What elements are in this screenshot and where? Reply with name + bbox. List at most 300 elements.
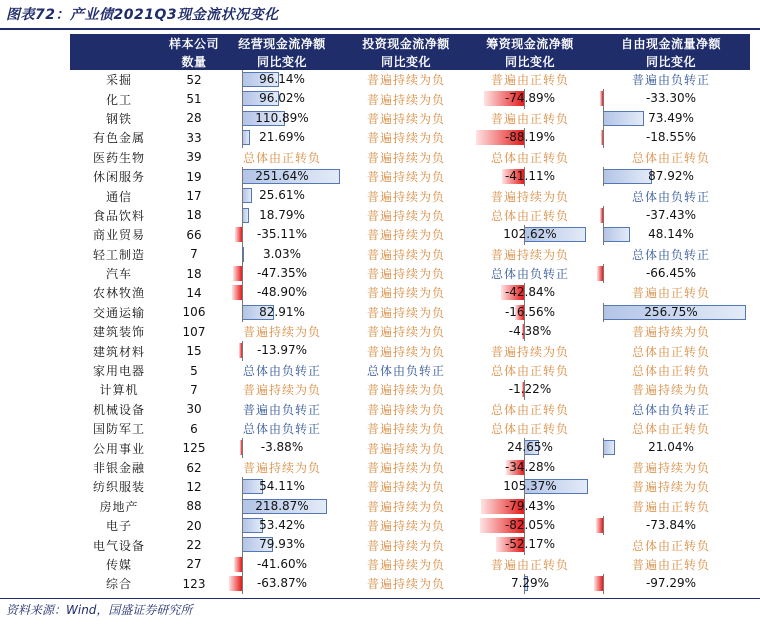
fcf-change-cell bbox=[592, 361, 750, 380]
value-label: 54.11% bbox=[259, 479, 305, 494]
table-row bbox=[70, 361, 750, 380]
fcf-change-cell bbox=[592, 109, 750, 128]
fin-change-cell bbox=[468, 128, 592, 147]
value-label: -42.84% bbox=[504, 285, 556, 300]
status-label: 普遍持续为负 bbox=[366, 441, 445, 456]
op-change-cell bbox=[220, 361, 344, 380]
status-label: 普遍持续为负 bbox=[490, 344, 569, 359]
fin-change-cell bbox=[468, 109, 592, 128]
status-label: 总体由正转负 bbox=[631, 344, 710, 359]
status-label: 总体由正转负 bbox=[631, 422, 710, 437]
industry-cell: 房地产 bbox=[99, 499, 139, 514]
status-label: 普遍持续为负 bbox=[366, 499, 445, 514]
op-change-cell bbox=[220, 574, 344, 593]
status-label: 普遍持续为负 bbox=[366, 325, 445, 340]
value-label: 102.62% bbox=[503, 227, 557, 242]
value-label: -97.29% bbox=[645, 576, 697, 591]
value-label: 24.65% bbox=[507, 440, 553, 455]
fcf-change-cell bbox=[592, 148, 750, 167]
value-label: 79.93% bbox=[259, 537, 305, 552]
value-label: -48.90% bbox=[256, 285, 308, 300]
op-change-cell bbox=[220, 497, 344, 516]
inv-change-cell bbox=[344, 283, 468, 302]
status-label: 普遍持续为负 bbox=[366, 208, 445, 223]
value-label: -41.60% bbox=[256, 556, 308, 571]
table-row bbox=[70, 167, 750, 186]
fin-change-cell bbox=[468, 167, 592, 186]
industry-cell: 交通运输 bbox=[92, 305, 145, 320]
fin-change-cell bbox=[468, 555, 592, 574]
industry-cell: 医药生物 bbox=[92, 150, 145, 165]
inv-change-cell bbox=[344, 516, 468, 535]
op-change-cell bbox=[220, 109, 344, 128]
status-label: 普遍由正转负 bbox=[490, 557, 569, 572]
value-label: 21.69% bbox=[259, 130, 305, 145]
sample-count-cell: 52 bbox=[186, 72, 202, 87]
table-row bbox=[70, 438, 750, 457]
value-label: -79.43% bbox=[504, 498, 556, 513]
status-label: 总体由正转负 bbox=[490, 208, 569, 223]
industry-cell: 有色金属 bbox=[92, 131, 145, 146]
inv-change-cell bbox=[344, 167, 468, 186]
status-label: 普遍持续为负 bbox=[366, 383, 445, 398]
table-row bbox=[70, 283, 750, 302]
inv-change-cell bbox=[344, 109, 468, 128]
value-label: 218.87% bbox=[255, 498, 309, 513]
inv-change-cell bbox=[344, 341, 468, 360]
fcf-change-cell bbox=[592, 128, 750, 147]
fcf-change-cell bbox=[592, 535, 750, 554]
industry-cell: 国防军工 bbox=[92, 422, 145, 437]
inv-change-cell bbox=[344, 497, 468, 516]
fin-change-cell bbox=[468, 245, 592, 264]
fin-change-cell bbox=[468, 497, 592, 516]
fin-change-cell bbox=[468, 477, 592, 496]
industry-cell: 非银金融 bbox=[92, 461, 145, 475]
status-label: 普遍持续为负 bbox=[366, 247, 445, 262]
fcf-change-cell bbox=[592, 380, 750, 399]
table-row bbox=[70, 419, 750, 438]
sample-count-cell: 30 bbox=[186, 402, 202, 417]
fcf-change-cell bbox=[592, 400, 750, 419]
inv-change-cell bbox=[344, 361, 468, 380]
status-label: 总体由正转负 bbox=[631, 150, 710, 165]
status-label: 普遍持续为负 bbox=[366, 557, 445, 572]
header-financing-sub: 同比变化 bbox=[468, 52, 592, 70]
industry-cell: 商业贸易 bbox=[92, 228, 145, 243]
title-rule bbox=[0, 28, 760, 30]
value-label: 18.79% bbox=[259, 207, 305, 222]
sample-count-cell: 88 bbox=[186, 499, 202, 514]
inv-change-cell bbox=[344, 128, 468, 147]
fin-change-cell bbox=[468, 400, 592, 419]
op-change-cell bbox=[220, 128, 344, 147]
inv-change-cell bbox=[344, 535, 468, 554]
status-label: 总体由负转正 bbox=[631, 402, 710, 417]
fcf-change-cell bbox=[592, 264, 750, 283]
status-label: 普遍由正转负 bbox=[490, 111, 569, 126]
table-row bbox=[70, 264, 750, 283]
fcf-change-cell bbox=[592, 497, 750, 516]
status-label: 普遍持续为负 bbox=[242, 325, 321, 340]
status-label: 普遍持续为负 bbox=[242, 383, 321, 398]
value-label: 21.04% bbox=[648, 440, 694, 455]
table-row bbox=[70, 206, 750, 225]
industry-cell: 化工 bbox=[105, 92, 132, 107]
op-change-cell bbox=[220, 438, 344, 457]
sample-count-cell: 17 bbox=[186, 189, 202, 204]
status-label: 普遍持续为负 bbox=[366, 577, 445, 592]
sample-count-cell: 20 bbox=[186, 518, 202, 533]
op-change-cell bbox=[220, 458, 344, 477]
industry-cell: 采掘 bbox=[105, 73, 132, 88]
fcf-change-cell bbox=[592, 555, 750, 574]
industry-cell: 建筑材料 bbox=[92, 344, 145, 359]
status-label: 总体由负转正 bbox=[242, 364, 321, 379]
sample-count-cell: 125 bbox=[182, 441, 206, 456]
status-label: 总体由正转负 bbox=[490, 364, 569, 379]
value-label: -3.88% bbox=[260, 440, 304, 455]
header-count: 样本公司 bbox=[168, 34, 220, 52]
inv-change-cell bbox=[344, 70, 468, 89]
fin-change-cell bbox=[468, 516, 592, 535]
status-label: 普遍持续为负 bbox=[366, 538, 445, 553]
fin-change-cell bbox=[468, 264, 592, 283]
industry-cell: 纺织服装 bbox=[92, 480, 145, 495]
industry-cell: 汽车 bbox=[105, 267, 132, 282]
status-label: 普遍由负转正 bbox=[242, 402, 321, 417]
sample-count-cell: 39 bbox=[186, 150, 202, 165]
industry-cell: 通信 bbox=[105, 189, 132, 204]
status-label: 普遍持续为负 bbox=[366, 267, 445, 282]
fin-change-cell bbox=[468, 419, 592, 438]
industry-cell: 计算机 bbox=[99, 383, 139, 398]
inv-change-cell bbox=[344, 206, 468, 225]
table-row bbox=[70, 245, 750, 264]
status-label: 普遍持续为负 bbox=[366, 480, 445, 495]
sample-count-cell: 5 bbox=[190, 363, 198, 378]
sample-count-cell: 19 bbox=[186, 169, 202, 184]
fcf-change-cell bbox=[592, 477, 750, 496]
table-row bbox=[70, 128, 750, 147]
status-label: 普遍持续为负 bbox=[366, 461, 445, 475]
table-row bbox=[70, 477, 750, 496]
value-label: 7.29% bbox=[510, 576, 550, 591]
op-change-cell bbox=[220, 206, 344, 225]
table-row bbox=[70, 380, 750, 399]
op-change-cell bbox=[220, 303, 344, 322]
fin-change-cell bbox=[468, 535, 592, 554]
status-label: 普遍持续为负 bbox=[366, 111, 445, 126]
sample-count-cell: 12 bbox=[186, 479, 202, 494]
fin-change-cell bbox=[468, 458, 592, 477]
value-label: -88.19% bbox=[504, 130, 556, 145]
source-note: 资料来源：Wind，国盛证券研究所 bbox=[6, 603, 193, 617]
status-label: 普遍持续为负 bbox=[366, 519, 445, 534]
industry-cell: 食品饮料 bbox=[92, 208, 145, 223]
value-label: -35.11% bbox=[256, 227, 308, 242]
inv-change-cell bbox=[344, 438, 468, 457]
op-change-cell bbox=[220, 225, 344, 244]
value-label: 87.92% bbox=[648, 168, 694, 183]
sample-count-cell: 14 bbox=[186, 285, 202, 300]
status-label: 总体由正转负 bbox=[631, 538, 710, 553]
status-label: 总体由负转正 bbox=[631, 247, 710, 262]
status-label: 普遍由正转负 bbox=[631, 499, 710, 514]
header-free-cash-flow: 自由现金流量净额 bbox=[592, 34, 750, 52]
inv-change-cell bbox=[344, 303, 468, 322]
industry-cell: 建筑装饰 bbox=[92, 325, 145, 340]
fcf-change-cell bbox=[592, 283, 750, 302]
value-label: -66.45% bbox=[645, 265, 697, 280]
table-body bbox=[70, 70, 750, 594]
figure-title: 图表72：产业债2021Q3现金流状况变化 bbox=[6, 7, 279, 23]
value-label: 251.64% bbox=[255, 168, 309, 183]
fcf-change-cell bbox=[592, 167, 750, 186]
table-row bbox=[70, 400, 750, 419]
table-row bbox=[70, 186, 750, 205]
value-label: 73.49% bbox=[648, 110, 694, 125]
value-label: 105.37% bbox=[503, 479, 557, 494]
status-label: 总体由正转负 bbox=[490, 402, 569, 417]
header-industry-sub bbox=[70, 52, 168, 70]
fcf-change-cell bbox=[592, 438, 750, 457]
op-change-cell bbox=[220, 400, 344, 419]
status-label: 普遍持续为负 bbox=[366, 92, 445, 107]
status-label: 普遍由正转负 bbox=[490, 73, 569, 88]
sample-count-cell: 22 bbox=[186, 538, 202, 553]
table-row bbox=[70, 497, 750, 516]
value-label: -16.56% bbox=[504, 304, 556, 319]
table-row bbox=[70, 109, 750, 128]
header-count-sub: 数量 bbox=[168, 52, 220, 70]
sample-count-cell: 15 bbox=[186, 344, 202, 359]
status-label: 总体由负转正 bbox=[490, 267, 569, 282]
fin-change-cell bbox=[468, 361, 592, 380]
value-label: -47.35% bbox=[256, 265, 308, 280]
inv-change-cell bbox=[344, 148, 468, 167]
header-financing: 筹资现金流净额 bbox=[468, 34, 592, 52]
op-change-cell bbox=[220, 70, 344, 89]
table-row bbox=[70, 225, 750, 244]
op-change-cell bbox=[220, 555, 344, 574]
inv-change-cell bbox=[344, 458, 468, 477]
status-label: 普遍持续为负 bbox=[366, 170, 445, 185]
header-operating: 经营现金流净额 bbox=[220, 34, 344, 52]
inv-change-cell bbox=[344, 225, 468, 244]
sample-count-cell: 66 bbox=[186, 227, 202, 242]
status-label: 总体由正转负 bbox=[490, 150, 569, 165]
status-label: 总体由正转负 bbox=[631, 364, 710, 379]
table-row bbox=[70, 555, 750, 574]
op-change-cell bbox=[220, 283, 344, 302]
sample-count-cell: 18 bbox=[186, 208, 202, 223]
value-label: 256.75% bbox=[644, 304, 698, 319]
status-label: 普遍持续为负 bbox=[366, 131, 445, 146]
status-label: 普遍持续为负 bbox=[366, 305, 445, 320]
table-row bbox=[70, 322, 750, 341]
value-label: 110.89% bbox=[255, 110, 309, 125]
industry-cell: 农林牧渔 bbox=[92, 286, 145, 301]
sample-count-cell: 7 bbox=[190, 382, 198, 397]
industry-cell: 机械设备 bbox=[92, 402, 145, 417]
op-change-cell bbox=[220, 245, 344, 264]
inv-change-cell bbox=[344, 380, 468, 399]
inv-change-cell bbox=[344, 186, 468, 205]
value-label: 96.14% bbox=[259, 72, 305, 86]
status-label: 总体由负转正 bbox=[631, 189, 710, 204]
value-label: 25.61% bbox=[259, 188, 305, 203]
header-row-1 bbox=[70, 34, 750, 52]
industry-cell: 轻工制造 bbox=[92, 247, 145, 262]
status-label: 总体由正转负 bbox=[490, 422, 569, 437]
fin-change-cell bbox=[468, 148, 592, 167]
table-row bbox=[70, 341, 750, 360]
sample-count-cell: 28 bbox=[186, 111, 202, 126]
fin-change-cell bbox=[468, 322, 592, 341]
fin-change-cell bbox=[468, 225, 592, 244]
status-label: 普遍持续为负 bbox=[366, 73, 445, 88]
op-change-cell bbox=[220, 148, 344, 167]
industry-cell: 传媒 bbox=[105, 557, 132, 572]
fcf-change-cell bbox=[592, 458, 750, 477]
inv-change-cell bbox=[344, 89, 468, 108]
value-label: -41.11% bbox=[504, 168, 556, 183]
sample-count-cell: 18 bbox=[186, 266, 202, 281]
status-label: 普遍持续为负 bbox=[242, 461, 321, 475]
op-change-cell bbox=[220, 535, 344, 554]
fcf-change-cell bbox=[592, 89, 750, 108]
value-label: -52.17% bbox=[504, 537, 556, 552]
sample-count-cell: 7 bbox=[190, 247, 198, 262]
industry-cell: 钢铁 bbox=[105, 111, 132, 126]
fcf-change-cell bbox=[592, 419, 750, 438]
fin-change-cell bbox=[468, 70, 592, 89]
header-operating-sub: 同比变化 bbox=[220, 52, 344, 70]
sample-count-cell: 123 bbox=[182, 576, 206, 591]
fcf-change-cell bbox=[592, 206, 750, 225]
industry-cell: 家用电器 bbox=[92, 364, 145, 379]
op-change-cell bbox=[220, 380, 344, 399]
fcf-change-cell bbox=[592, 186, 750, 205]
op-change-cell bbox=[220, 477, 344, 496]
table-row bbox=[70, 458, 750, 477]
fcf-change-cell bbox=[592, 574, 750, 593]
value-label: 3.03% bbox=[262, 246, 302, 261]
fcf-change-cell bbox=[592, 245, 750, 264]
value-label: -13.97% bbox=[256, 343, 308, 358]
header-investing-sub: 同比变化 bbox=[344, 52, 468, 70]
op-change-cell bbox=[220, 322, 344, 341]
value-label: -37.43% bbox=[645, 207, 697, 222]
op-change-cell bbox=[220, 167, 344, 186]
value-label: -4.38% bbox=[508, 324, 552, 339]
data-table bbox=[70, 34, 750, 594]
fcf-change-cell bbox=[592, 70, 750, 89]
status-label: 普遍持续为负 bbox=[366, 286, 445, 301]
industry-cell: 综合 bbox=[105, 577, 132, 592]
industry-cell: 公用事业 bbox=[92, 441, 145, 456]
value-label: -74.89% bbox=[504, 91, 556, 106]
fcf-change-cell bbox=[592, 341, 750, 360]
op-change-cell bbox=[220, 89, 344, 108]
value-label: 53.42% bbox=[259, 517, 305, 532]
status-label: 普遍由负转正 bbox=[631, 73, 710, 88]
sample-count-cell: 27 bbox=[186, 557, 202, 572]
table-row bbox=[70, 516, 750, 535]
inv-change-cell bbox=[344, 555, 468, 574]
table-row bbox=[70, 535, 750, 554]
status-label: 普遍持续为负 bbox=[366, 189, 445, 204]
fin-change-cell bbox=[468, 380, 592, 399]
inv-change-cell bbox=[344, 245, 468, 264]
table-row bbox=[70, 148, 750, 167]
fin-change-cell bbox=[468, 283, 592, 302]
table-row bbox=[70, 303, 750, 322]
fcf-change-cell bbox=[592, 225, 750, 244]
status-label: 普遍持续为负 bbox=[631, 461, 710, 475]
op-change-cell bbox=[220, 186, 344, 205]
status-label: 普遍由正转负 bbox=[631, 557, 710, 572]
value-label: -1.22% bbox=[508, 382, 552, 397]
value-label: -33.30% bbox=[645, 91, 697, 106]
inv-change-cell bbox=[344, 264, 468, 283]
status-label: 总体由负转正 bbox=[366, 364, 445, 379]
header-industry bbox=[70, 34, 168, 52]
sample-count-cell: 33 bbox=[186, 130, 202, 145]
inv-change-cell bbox=[344, 419, 468, 438]
status-label: 总体由正转负 bbox=[242, 150, 321, 165]
sample-count-cell: 106 bbox=[182, 305, 206, 320]
status-label: 普遍持续为负 bbox=[631, 325, 710, 340]
value-label: -63.87% bbox=[256, 576, 308, 591]
value-label: -73.84% bbox=[645, 517, 697, 532]
op-change-cell bbox=[220, 419, 344, 438]
value-label: -18.55% bbox=[645, 130, 697, 145]
status-label: 普遍持续为负 bbox=[631, 383, 710, 398]
status-label: 普遍持续为负 bbox=[490, 189, 569, 204]
header-free-cash-flow-sub: 同比变化 bbox=[592, 52, 750, 70]
table-row bbox=[70, 70, 750, 89]
status-label: 普遍由正转负 bbox=[631, 286, 710, 301]
value-label: -82.05% bbox=[504, 517, 556, 532]
fin-change-cell bbox=[468, 206, 592, 225]
status-label: 普遍持续为负 bbox=[366, 422, 445, 437]
status-label: 普遍持续为负 bbox=[366, 228, 445, 243]
fin-change-cell bbox=[468, 186, 592, 205]
header-row-2 bbox=[70, 52, 750, 70]
fin-change-cell bbox=[468, 438, 592, 457]
inv-change-cell bbox=[344, 400, 468, 419]
fcf-change-cell bbox=[592, 516, 750, 535]
inv-change-cell bbox=[344, 574, 468, 593]
op-change-cell bbox=[220, 341, 344, 360]
header-investing: 投资现金流净额 bbox=[344, 34, 468, 52]
industry-cell: 休闲服务 bbox=[92, 170, 145, 185]
fcf-change-cell bbox=[592, 303, 750, 322]
status-label: 普遍持续为负 bbox=[631, 480, 710, 495]
table-row bbox=[70, 574, 750, 593]
fin-change-cell bbox=[468, 574, 592, 593]
value-label: 82.91% bbox=[259, 304, 305, 319]
source-rule bbox=[0, 598, 760, 599]
value-label: 48.14% bbox=[648, 227, 694, 242]
fcf-change-cell bbox=[592, 322, 750, 341]
fin-change-cell bbox=[468, 89, 592, 108]
status-label: 普遍持续为负 bbox=[366, 150, 445, 165]
op-change-cell bbox=[220, 264, 344, 283]
sample-count-cell: 107 bbox=[182, 324, 206, 339]
